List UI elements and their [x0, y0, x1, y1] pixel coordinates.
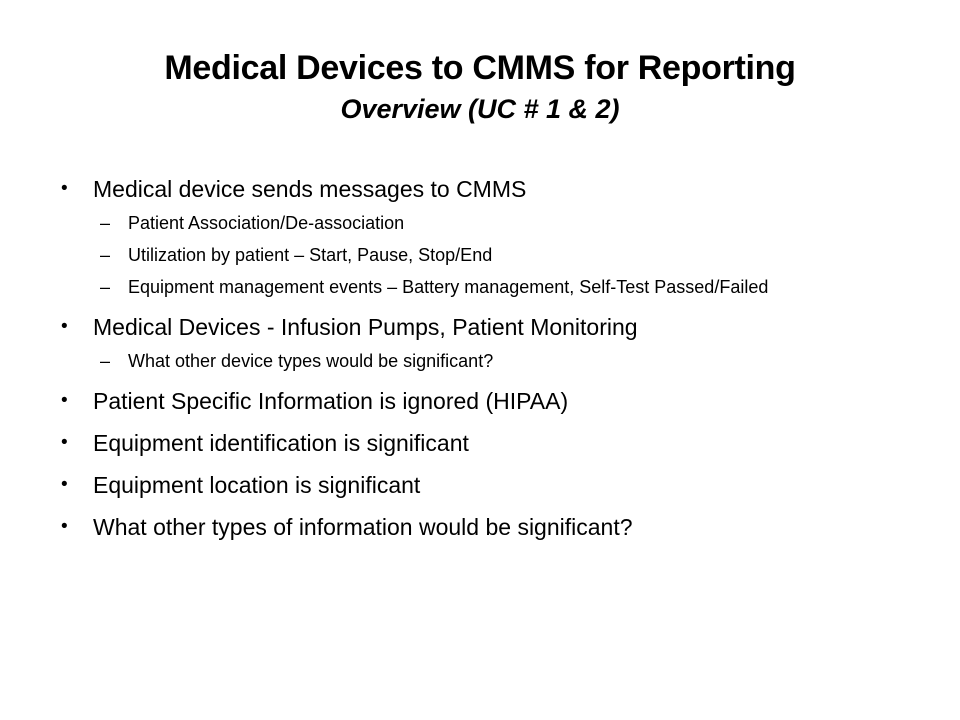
bullet-item [60, 512, 910, 542]
sub-bullet-item [60, 244, 910, 266]
bullet-icon: • [61, 178, 68, 199]
sub-bullet-item [60, 350, 910, 372]
bullet-item [60, 470, 910, 500]
slide-subtitle: Overview (UC # 1 & 2) [340, 94, 620, 124]
bullet-icon: • [61, 474, 68, 495]
bullet-text: What other types of information would be significant? [93, 514, 633, 540]
bullet-text: Equipment location is significant [93, 472, 421, 498]
bullet-text: Patient Specific Information is ignored (HIPAA) [93, 388, 569, 414]
dash-icon: – [100, 245, 111, 265]
bullet-icon: • [61, 316, 68, 337]
sub-bullet-text: Patient Association/De-association [128, 213, 405, 233]
sub-bullet-text: What other device types would be significant? [128, 351, 494, 371]
sub-bullet-item [60, 212, 910, 234]
bullet-icon: • [61, 432, 68, 453]
title-block [60, 46, 900, 126]
dash-icon: – [100, 213, 111, 233]
sub-bullet-text: Equipment management events – Battery management, Self-Test Passed/Failed [128, 277, 769, 297]
sub-bullet-text: Utilization by patient – Start, Pause, Stop/End [128, 245, 493, 265]
bullet-item [60, 312, 910, 342]
bullet-item [60, 428, 910, 458]
dash-icon: – [100, 351, 111, 371]
bullet-text: Medical Devices - Infusion Pumps, Patient Monitoring [93, 314, 638, 340]
sub-bullet-item [60, 276, 910, 298]
bullet-item [60, 174, 910, 204]
bullet-text: Medical device sends messages to CMMS [93, 176, 527, 202]
bullet-text: Equipment identification is significant [93, 430, 469, 456]
bullet-item [60, 386, 910, 416]
bullet-icon: • [61, 390, 68, 411]
bullet-icon: • [61, 516, 68, 537]
dash-icon: – [100, 277, 111, 297]
bullet-list [60, 174, 910, 554]
sub-bullet-list [60, 350, 910, 372]
sub-bullet-list [60, 212, 910, 298]
slide-title: Medical Devices to CMMS for Reporting [164, 49, 796, 87]
